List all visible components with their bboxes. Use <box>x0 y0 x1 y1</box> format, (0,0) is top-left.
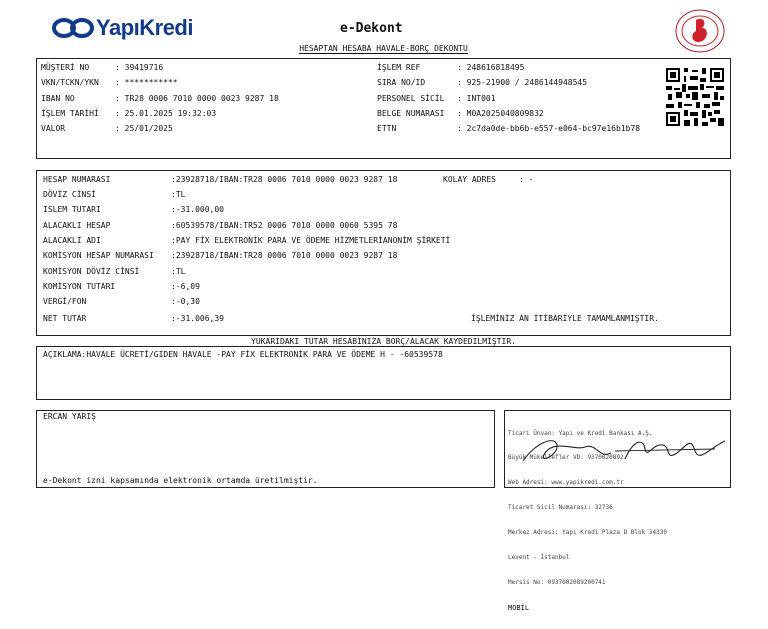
field-label: PERSONEL SİCİL <box>377 94 445 103</box>
field-value: 25.01.2025 19:32:03 <box>124 109 217 118</box>
transaction-row-4: ALACAKLI ADI :PAY FİX ELEKTRONİK PARA VE ÖDEME HİZMETLERİANONİM ŞİRKETİ <box>43 236 451 245</box>
document-subtitle <box>36 44 731 53</box>
field-label: ETTN <box>377 124 397 133</box>
field-label: VALOR <box>41 124 66 133</box>
field-label: ALACAKLI HESAP <box>43 221 111 230</box>
field-label: KOMİSYON TUTARI <box>43 282 116 291</box>
customer-name: ERCAN YARIŞ <box>43 412 96 421</box>
bank-info-line: Mersis No: 0937002089200741 <box>508 578 606 586</box>
kolay-adres-label: KOLAY ADRES <box>443 175 496 184</box>
transaction-row-1: DÖVİZ CİNSİ :TL <box>43 190 186 199</box>
customer-signature-box <box>36 410 495 488</box>
qr-code-icon <box>666 68 724 126</box>
customer-right-row-3: BELGE NUMARASI : M0A2025040809832 <box>377 109 544 118</box>
field-value: -31.006,39 <box>175 314 224 323</box>
description-box <box>36 346 731 400</box>
bank-info-line: Merkez Adresi: Yapı Kredi Plaza D Blok 34330 <box>508 529 667 537</box>
field-value: 39419716 <box>124 63 164 72</box>
bank-info-line: Büyük Mükellefler VD: 9370020892 <box>508 454 624 462</box>
document-title: e-Dekont <box>340 21 403 36</box>
legal-note: e-Dekont izni kapsamında elektronik ortamda üretilmiştir. <box>43 476 318 485</box>
field-label: SIRA NO/ID <box>377 78 426 87</box>
field-value: INT001 <box>466 94 496 103</box>
field-value: TR28 0006 7010 0000 0023 9287 18 <box>124 94 279 103</box>
transaction-row-7: KOMİSYON TUTARI :-6,09 <box>43 282 200 291</box>
channel-label: MOBİL <box>508 603 530 612</box>
field-value: 25/01/2025 <box>124 124 173 133</box>
customer-left-row-3: İŞLEM TARİHİ : 25.01.2025 19:32:03 <box>41 109 217 118</box>
bank-info-line: Levent - İstanbul <box>508 554 570 562</box>
transaction-row-9: NET TUTAR :-31.006,39 <box>43 314 224 323</box>
kolay-adres: KOLAY ADRES : - <box>443 175 534 184</box>
field-label: DÖVİZ CİNSİ <box>43 190 96 199</box>
field-label: NET TUTAR <box>43 314 87 323</box>
customer-right-row-4: ETTN : 2c7da0de-bb6b-e557-e064-bc97e16b1b78 <box>377 124 641 133</box>
field-value: TL <box>175 190 186 199</box>
field-value: PAY FİX ELEKTRONİK PARA VE ÖDEME HİZMETLERİANONİM ŞİRKETİ <box>175 236 451 245</box>
field-label: HESAP NUMARASI <box>43 175 111 184</box>
bank-logo <box>52 15 193 41</box>
field-value: 60539578/IBAN:TR52 0006 7010 0000 0060 5395 78 <box>175 221 398 230</box>
customer-right-row-2: PERSONEL SİCİL : INT001 <box>377 94 496 103</box>
customer-left-row-1: VKN/TCKN/YKN : *********** <box>41 78 178 87</box>
customer-right-row-0: İŞLEM REF : 248616818495 <box>377 63 525 72</box>
bank-logo-text: YapıKredi <box>96 15 193 40</box>
bank-info-line: Web Adresi: www.yapikredi.com.tr <box>508 479 624 487</box>
bank-info-line: Ticaret Sicil Numarası: 32736 <box>508 504 613 512</box>
transaction-row-8: VERGİ/FON :-0,30 <box>43 297 200 306</box>
field-value: -6,09 <box>175 282 200 291</box>
description-text: AÇIKLAMA:HAVALE ÜCRETİ/GIDEN HAVALE -PAY FİX ELEKTRONİK PARA VE ÖDEME H - -60539578 <box>43 350 443 359</box>
field-value: 23928718/IBAN:TR28 0006 7010 0000 0023 9287 18 <box>175 175 398 184</box>
field-value: *********** <box>124 78 178 87</box>
transaction-row-2: ISLEM TUTARI :-31.000,00 <box>43 205 224 214</box>
transaction-row-3: ALACAKLI HESAP :60539578/IBAN:TR52 0006 7010 0000 0060 5395 78 <box>43 221 398 230</box>
field-value: M0A2025040809832 <box>466 109 544 118</box>
field-value: 2c7da0de-bb6b-e557-e064-bc97e16b1b78 <box>466 124 641 133</box>
bank-logo-mark-icon <box>52 16 96 40</box>
field-value: TL <box>175 267 186 276</box>
field-value: 925-21900 / 2486144948545 <box>466 78 588 87</box>
customer-left-row-4: VALOR : 25/01/2025 <box>41 124 173 133</box>
customer-right-row-1: SIRA NO/ID : 925-21900 / 2486144948545 <box>377 78 588 87</box>
transaction-row-0: HESAP NUMARASI :23928718/IBAN:TR28 0006 7010 0000 0023 9287 18 <box>43 175 398 184</box>
field-value: 248616818495 <box>466 63 525 72</box>
customer-info-box <box>36 58 731 159</box>
field-label: İŞLEM TARİHİ <box>41 109 99 118</box>
field-label: VERGİ/FON <box>43 297 87 306</box>
field-label: ISLEM TUTARI <box>43 205 101 214</box>
customer-left-row-2: IBAN NO : TR28 0006 7010 0000 0023 9287 18 <box>41 94 279 103</box>
bank-info-box <box>504 410 731 612</box>
field-label: KOMİSYON HESAP NUMARASI <box>43 251 154 260</box>
field-label: MÜŞTERİ NO <box>41 63 90 72</box>
transaction-row-6: KOMİSYON DÖVİZ CİNSİ :TL <box>43 267 186 276</box>
transaction-row-5: KOMİSYON HESAP NUMARASI :23928718/IBAN:TR28 0006 7010 0000 0023 9287 18 <box>43 251 398 260</box>
field-value: -0,30 <box>175 297 200 306</box>
field-value: 23928718/IBAN:TR28 0006 7010 0000 0023 9287 18 <box>175 251 398 260</box>
debit-note-text: YUKARIDAKI TUTAR HESABINIZA BORÇ/ALACAK KAYDEDILMIŞTIR. <box>251 337 516 346</box>
field-label: İŞLEM REF <box>377 63 421 72</box>
customer-left-row-0: MÜŞTERİ NO : 39419716 <box>41 63 164 72</box>
field-value: -31.000,00 <box>175 205 224 214</box>
field-label: BELGE NUMARASI <box>377 109 445 118</box>
field-label: ALACAKLI ADI <box>43 236 101 245</box>
signature-icon <box>515 423 729 473</box>
field-label: IBAN NO <box>41 94 75 103</box>
field-label: VKN/TCKN/YKN <box>41 78 99 87</box>
document-subtitle-text: HESAPTAN HESABA HAVALE-BORÇ DEKONTU <box>299 44 468 53</box>
field-label: KOMİSYON DÖVİZ CİNSİ <box>43 267 140 276</box>
bank-info-line: Ticari Ünvan: Yapı ve Kredi Bankası A.Ş. <box>508 429 653 437</box>
completion-note: İŞLEMİNİZ AN İTİBARİYLE TAMAMLANMIŞTIR. <box>471 314 659 323</box>
kolay-adres-value: - <box>528 175 534 184</box>
transaction-details-box <box>36 170 731 336</box>
